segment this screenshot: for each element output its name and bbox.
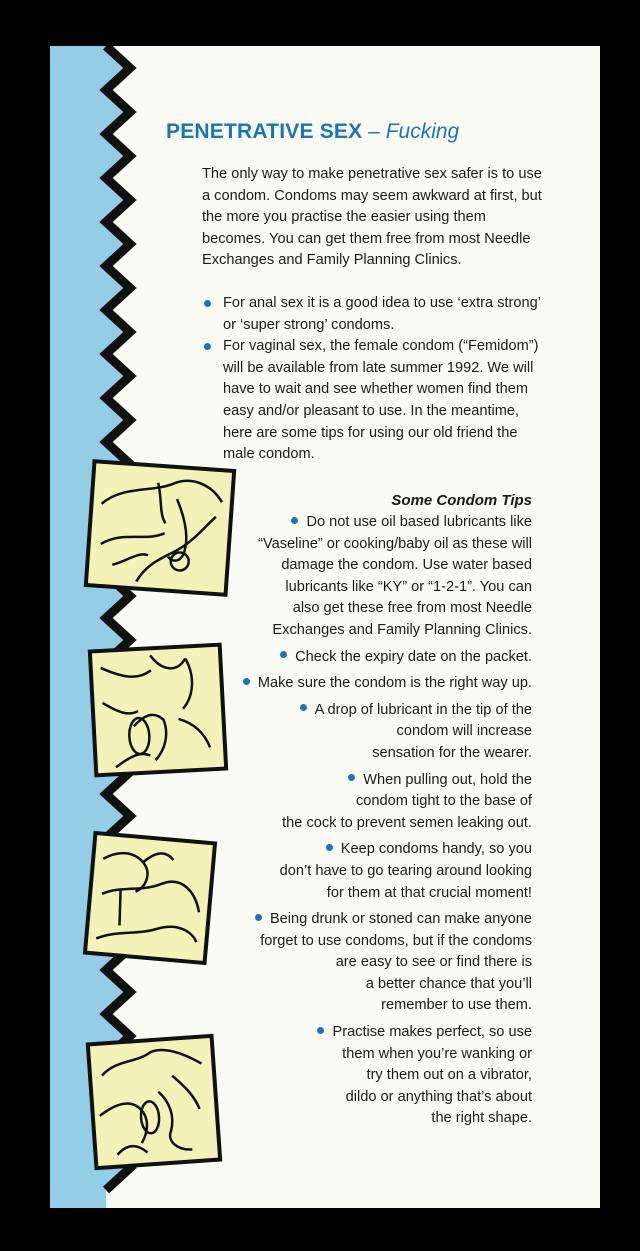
- tip-line: sensation for the wearer.: [372, 744, 532, 761]
- tip-line: the right shape.: [431, 1110, 532, 1127]
- heading-subtitle: Fucking: [385, 120, 460, 143]
- bullet-dot-icon: [348, 774, 355, 781]
- tip-line: don’t have to go tearing around looking: [279, 862, 532, 879]
- tip-line: “Vaseline” or cooking/baby oil as these will: [258, 535, 532, 552]
- intro-bullet-list: [202, 293, 547, 466]
- tip-line: a better chance that you’ll: [365, 975, 532, 992]
- tip-line: the cock to prevent semen leaking out.: [282, 814, 532, 831]
- zigzag-line: [106, 46, 130, 1190]
- tip-line: them when you’re wanking or: [342, 1045, 532, 1062]
- bullet-dot-icon: [326, 844, 333, 851]
- leaflet-page: [50, 46, 600, 1208]
- tip-item: [172, 673, 532, 695]
- tip-line: damage the condom. Use water based: [281, 557, 532, 574]
- tip-line: forget to use condoms, but if the condoms: [260, 932, 532, 949]
- tip-line: A drop of lubricant in the tip of the: [314, 701, 532, 718]
- tips-title: Some Condom Tips: [391, 492, 532, 509]
- tip-line: Make sure the condom is the right way up.: [257, 675, 532, 692]
- intro-bullet-item: For vaginal sex, the female condom (“Femidom”) will be available from late summer 1992. We will have to wait and see whether women find them easy and/or pleasant to use. In the meantime, here are some tips for using our old friend the male condom.: [202, 336, 547, 466]
- tip-line: are easy to see or find there is: [335, 954, 532, 971]
- heading-main: PENETRATIVE SEX: [166, 120, 363, 143]
- intro-bullet-item: For anal sex it is a good idea to use ‘extra strong’ or ‘super strong’ condoms.: [202, 293, 547, 336]
- heading-dash: –: [368, 120, 380, 143]
- tips-list: [172, 512, 532, 1135]
- tip-line: condom will increase: [396, 723, 532, 740]
- tip-line: also get these free from most Needle: [292, 600, 532, 617]
- tip-line: Practise makes perfect, so use: [332, 1024, 532, 1041]
- tip-line: Check the expiry date on the packet.: [295, 648, 532, 665]
- tip-item: [172, 839, 532, 904]
- tip-line: remember to use them.: [381, 997, 532, 1014]
- bullet-dot-icon: [243, 678, 250, 685]
- tip-line: Being drunk or stoned can make anyone: [269, 911, 532, 928]
- tip-item: [172, 700, 532, 765]
- tip-line: for them at that crucial moment!: [326, 884, 532, 901]
- tip-line: lubricants like “KY” or “1-2-1”. You can: [285, 578, 532, 595]
- tip-line: Exchanges and Family Planning Clinics.: [272, 621, 532, 638]
- bullet-dot-icon: [255, 914, 262, 921]
- tip-line: Do not use oil based lubricants like: [306, 514, 532, 530]
- bullet-dot-icon: [317, 1027, 324, 1034]
- section-heading: [166, 120, 459, 144]
- bullet-dot-icon: [280, 651, 287, 658]
- bullet-dot-icon: [291, 517, 298, 524]
- tip-item: [172, 909, 532, 1017]
- tip-item: [172, 512, 532, 642]
- tip-line: When pulling out, hold the: [363, 771, 532, 788]
- tip-item: [172, 770, 532, 835]
- tip-item: [172, 1022, 532, 1130]
- tip-line: dildo or anything that’s about: [345, 1088, 532, 1105]
- bullet-dot-icon: [300, 704, 307, 711]
- intro-paragraph: The only way to make penetrative sex safer is to use a condom. Condoms may seem awkward at first, but the more you practise the easier using them becomes. You can get them free from most Needle Exchanges and Family Planning Clinics.: [202, 166, 542, 269]
- tip-line: condom tight to the base of: [355, 793, 532, 810]
- tip-item: [172, 647, 532, 669]
- tip-line: Keep condoms handy, so you: [340, 841, 532, 858]
- tip-line: try them out on a vibrator,: [366, 1067, 532, 1084]
